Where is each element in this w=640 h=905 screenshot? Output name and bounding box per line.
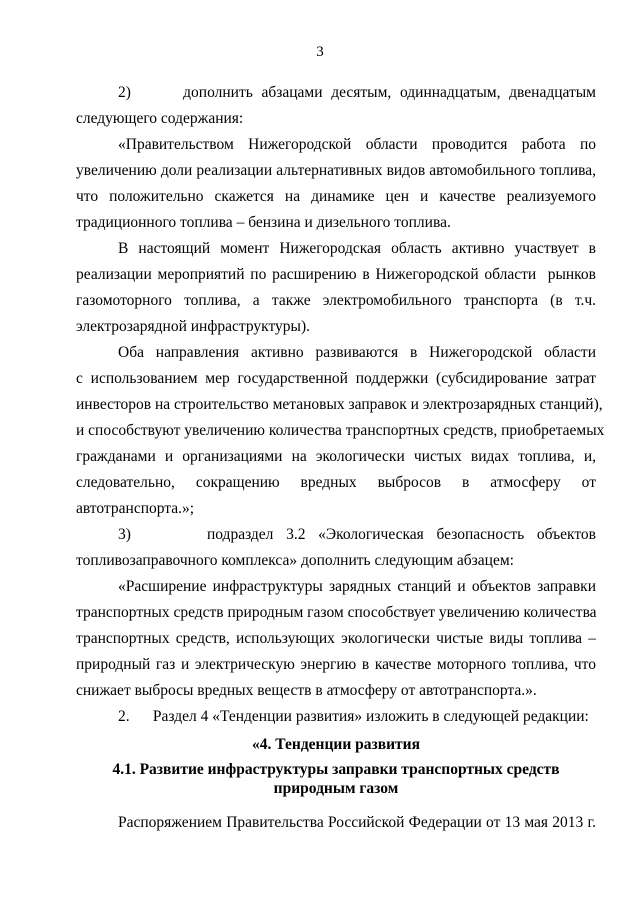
text-line: с использованием мер государственной поддержки (субсидирование затрат (76, 370, 596, 387)
text-line: природный газ и электрическую энергию в качестве моторного топлива, что (76, 656, 596, 673)
text-line: снижает выбросы вредных веществ в атмосферу от автотранспорта.». (76, 682, 537, 699)
paragraph-current-activity (76, 236, 596, 340)
text-line: следующего содержания: (76, 110, 244, 127)
text-line: увеличению доли реализации альтернативных видов автомобильного топлива, (76, 162, 596, 179)
text-line: «Расширение инфраструктуры зарядных станций и объектов заправки (118, 578, 596, 595)
text-line: 3) подраздел 3.2 «Экологическая безопасность объектов (118, 526, 596, 543)
subsection-heading-line: 4.1. Развитие инфраструктуры заправки транспортных средств (112, 761, 560, 778)
text-line: газомоторного топлива, а также электромобильного транспорта (в т.ч. (76, 292, 596, 309)
paragraph-government-order (76, 810, 596, 836)
text-line: следовательно, сокращению вредных выбросов в атмосферу от (76, 474, 596, 491)
paragraph-both-directions (76, 340, 605, 522)
subsection-heading-line: природным газом (273, 780, 399, 797)
paragraph-amendment-3 (76, 522, 596, 574)
text-line: электрозарядной инфраструктуры). (76, 318, 311, 335)
text-line: что положительно скажется на динамике цен и качестве реализуемого (76, 188, 596, 205)
text-line: 2) дополнить абзацами десятым, одиннадцатым, двенадцатым (118, 84, 596, 101)
text-line: Оба направления активно развиваются в Нижегородской области (118, 344, 596, 361)
text-line: «Правительством Нижегородской области проводится работа по (118, 136, 596, 153)
text-line: традиционного топлива – бензина и дизельного топлива. (76, 214, 451, 231)
spacer (76, 798, 596, 810)
paragraph-government-work (76, 132, 596, 236)
paragraph-section-4-amendment (76, 704, 596, 730)
text-line: реализации мероприятий по расширению в Нижегородской области рынков (76, 266, 596, 283)
text-line: Распоряжением Правительства Российской Федерации от 13 мая 2013 г. (118, 814, 596, 831)
subsection-heading (76, 760, 596, 798)
text-line: автотранспорта.»; (76, 500, 195, 517)
page-number: 3 (316, 44, 324, 60)
paragraph-amendment-2 (76, 80, 596, 132)
text-line: В настоящий момент Нижегородская область активно участвует в (118, 240, 596, 257)
text-line: транспортных средств природным газом способствует увеличению количества (76, 604, 597, 621)
text-line: 2. Раздел 4 «Тенденции развития» изложить в следующей редакции: (118, 708, 589, 725)
text-line: гражданами и организациями на экологически чистых видах топлива, и, (76, 448, 596, 465)
text-line: транспортных средств, использующих экологически чистые виды топлива – (76, 630, 596, 647)
paragraph-infrastructure-expansion (76, 574, 596, 704)
text-line: топливозаправочного комплекса» дополнить следующим абзацем: (76, 552, 514, 569)
text-line: инвесторов на строительство метановых заправок и электрозарядных станций), (76, 396, 603, 413)
document-body (76, 80, 605, 836)
text-line: и способствуют увеличению количества транспортных средств, приобретаемых (76, 422, 605, 439)
section-heading: «4. Тенденции развития (252, 736, 420, 753)
